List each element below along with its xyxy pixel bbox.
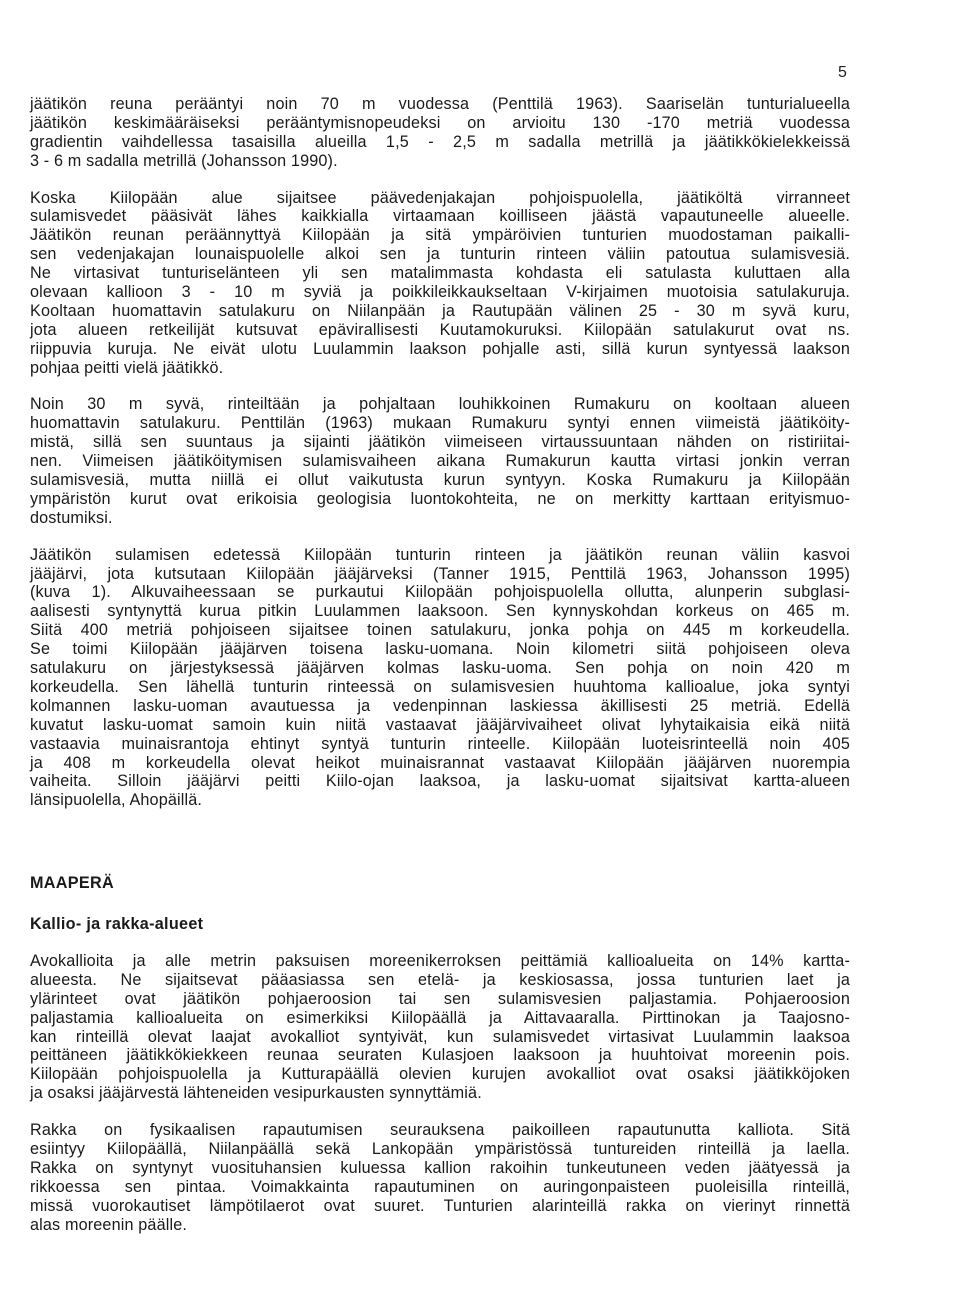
text-line: vaiheita. Silloin jääjärvi peitti Kiilo-ojan laaksoa, ja lasku-uomat sijaitsivat kartta-alueen: [30, 772, 850, 791]
text-line: Siitä 400 metriä pohjoiseen sijaitsee toinen satulakuru, jonka pohja on 445 m korkeudella.: [30, 621, 850, 640]
text-line: peittäneen jäätikkökiekkeen reunaa seuraten Kulasjoen laaksoon ja huuhtoivat moreenin pois.: [30, 1046, 850, 1065]
paragraph-gap: [30, 1103, 850, 1121]
text-line: riippuvia kuruja. Ne eivät ulotu Luulammin laakson pohjalle asti, sillä kurun syntyessä laakson: [30, 339, 850, 358]
paragraph-gap: [30, 171, 850, 189]
text-line: missä vuorokautiset lämpötilaerot ovat suuret. Tunturien alarinteillä rakka on vierinyt rinnettä: [30, 1196, 850, 1215]
paragraph: [30, 546, 850, 810]
text-line: ympäristön kurut ovat erikoisia geologisia luontokohteita, ne on merkitty karttaan erityismuo-: [30, 489, 850, 508]
text-line: 3 - 6 m sadalla metrillä (Johansson 1990).: [30, 151, 338, 170]
text-line: alueesta. Ne sijaitsevat pääasiassa sen etelä- ja keskiosassa, jossa tunturien laet ja: [30, 970, 850, 989]
paragraph: [30, 189, 850, 378]
text-line: Kooltaan huomattavin satulakuru on Niilanpään ja Rautupään välinen 25 - 30 m syvä kuru,: [30, 301, 850, 320]
paragraph: [30, 95, 850, 171]
text-line: pohjaa peitti vielä jäätikkö.: [30, 358, 224, 377]
text-line: aalisesti syntynyttä kurua pitkin Luulammen laaksoon. Sen kynnyskohdan korkeus on 465 m.: [30, 602, 850, 621]
text-line: ja 408 m korkeudella olevat heikot muinaisrannat vastaavat Kiilopään jääjärven nuorempia: [30, 753, 850, 772]
text-line: jäätikön keskimääräiseksi perääntymisnopeudeksi on arvioitu 130 -170 metriä vuodessa: [30, 113, 850, 132]
document-body: [30, 95, 850, 1234]
text-line: ja osaksi jääjärvestä lähteneiden vesipurkausten synnyttämiä.: [30, 1084, 482, 1103]
text-line: esiintyy Kiilopäällä, Niilanpäällä sekä Lankopään ympäristössä tuntureiden rinteillä ja laella.: [30, 1140, 850, 1158]
text-line: Avokallioita ja alle metrin paksuisen moreenikerroksen peittämiä kallioalueita on 14% kartta-: [30, 951, 850, 970]
text-line: sulamisvedet pääsivät lähes kaikkialla virtaamaan koilliseen jäästä vapautuneelle alueelle.: [30, 207, 850, 226]
text-line: sulamisvesiä, mutta niillä ei ollut vaikutusta kurun syntyyn. Koska Rumakuru ja Kiilopään: [30, 471, 850, 490]
text-line: nen. Viimeisen jäätiköitymisen sulamisvaiheen aikana Rumakurun kautta virtasi jonkin verran: [30, 452, 850, 471]
text-line: Jäätikön sulamisen edetessä Kiilopään tunturin rinteen ja jäätikön reunan väliin kasvoi: [30, 545, 850, 564]
text-line: paljastamia kallioalueita on esimerkiksi Kiilopäällä ja Aittavaaralla. Pirttinokan ja Taajosno-: [30, 1008, 850, 1027]
paragraph-gap: [30, 810, 850, 874]
text-line: Noin 30 m syvä, rinteiltään ja pohjaltaan louhikkoinen Rumakuru on kooltaan alueen: [30, 395, 850, 414]
text-line: vastaavia muinaisrantoja ehtinyt syntyä tunturin rinteelle. Kiilopään luoteisrinteellä noin 405: [30, 734, 850, 753]
text-line: alas moreenin päälle.: [30, 1215, 188, 1234]
text-line: dostumiksi.: [30, 508, 113, 527]
text-line: Ne virtasivat tunturiselänteen yli sen matalimmasta kohdasta eli satulasta kuluttaen alla: [30, 264, 850, 283]
text-line: kuvatut lasku-uomat samoin kuin niitä vastaavat jääjärvivaiheet olivat lyhytaikaisia eikä niitä: [30, 715, 850, 734]
paragraph-gap: [30, 377, 850, 395]
text-line: kan rinteillä olevat laajat avokalliot syntyivät, kun sulamisvedet virtasivat Luulammin laaksoa: [30, 1027, 850, 1046]
paragraph-gap: [30, 934, 850, 952]
text-line: länsipuolella, Ahopäillä.: [30, 791, 203, 810]
text-line: sen vedenjakajan lounaispuolelle alkoi sen ja tunturin rinteen väliin patoutua sulamisvesiä.: [30, 245, 850, 264]
text-line: jäätikön reuna perääntyi noin 70 m vuodessa (Penttilä 1963). Saariselän tunturialueella: [30, 95, 850, 113]
paragraph-gap: [30, 893, 850, 915]
text-line: Rakka on fysikaalisen rapautumisen seurauksena paikoilleen rapautunutta kalliota. Sitä: [30, 1121, 850, 1140]
text-line: gradientin vaihdellessa tasaisilla alueilla 1,5 - 2,5 m sadalla metrillä ja jäätikkökielekkeissä: [30, 132, 850, 151]
page-number: 5: [838, 64, 847, 81]
text-line: mistä, sillä sen suuntaus ja sijainti jäätikön viimeiseen virtaussuuntaan nähden on ristiriitai-: [30, 433, 850, 452]
paragraph: [30, 395, 850, 527]
text-line: huomattavin satulakuru. Penttilän (1963) mukaan Rumakuru syntyi ennen viimeistä jäätiköity-: [30, 414, 850, 433]
text-line: Koska Kiilopään alue sijaitsee päävedenjakajan pohjoispuolella, jäätiköltä virranneet: [30, 188, 850, 207]
subsection-heading: Kallio- ja rakka-alueet: [30, 915, 204, 934]
text-line: (kuva 1). Alkuvaiheessaan se purkautui Kiilopään pohjoispuolella ollutta, alunperin subglasi-: [30, 583, 850, 602]
paragraph: [30, 1121, 850, 1234]
text-line: jota alueen retkeilijät kutsuvat epävirallisesti Kuutamokuruksi. Kiilopään satulakurut ovat ns.: [30, 320, 850, 339]
section-heading: MAAPERÄ: [30, 874, 114, 893]
text-line: Rakka on syntynyt vuosituhansien kuluessa kallion rakoihin tunkeutuneen veden jäätyessä ja: [30, 1158, 850, 1177]
text-line: Jäätikön reunan peräännyttyä Kiilopään ja sitä ympäröivien tunturien muodostaman paikalli-: [30, 226, 850, 245]
text-line: Se toimi Kiilopään jääjärven toisena lasku-uomana. Noin kilometri siitä pohjoiseen oleva: [30, 640, 850, 659]
text-line: kolmannen lasku-uoman avautuessa ja vedenpinnan laskiessa äkillisesti 25 metriä. Edellä: [30, 696, 850, 715]
text-line: korkeudella. Sen lähellä tunturin rinteessä on sulamisvesien huuhtoma kallioalue, joka syntyi: [30, 677, 850, 696]
text-line: rikkoessa sen pintaa. Voimakkainta rapautuminen on auringonpaisteen puoleisilla rinteillä,: [30, 1177, 850, 1196]
text-line: satulakuru on järjestyksessä jääjärven kolmas lasku-uoma. Sen pohja on noin 420 m: [30, 659, 850, 678]
text-line: Kiilopään pohjoispuolella ja Kutturapäällä olevien kurujen avokalliot ovat osaksi jäätikköjoken: [30, 1065, 850, 1084]
paragraph-gap: [30, 528, 850, 546]
text-line: olevaan kallioon 3 - 10 m syviä ja poikkileikkaukseltaan V-kirjaimen muotoisia satulakuruja.: [30, 283, 850, 302]
paragraph: [30, 952, 850, 1103]
text-line: jääjärvi, jota kutsutaan Kiilopään jääjärveksi (Tanner 1915, Penttilä 1963, Johansson 1995): [30, 564, 850, 583]
text-line: ylärinteet ovat jäätikön pohjaeroosion tai sen sulamisvesien paljastamia. Pohjaeroosion: [30, 989, 850, 1008]
